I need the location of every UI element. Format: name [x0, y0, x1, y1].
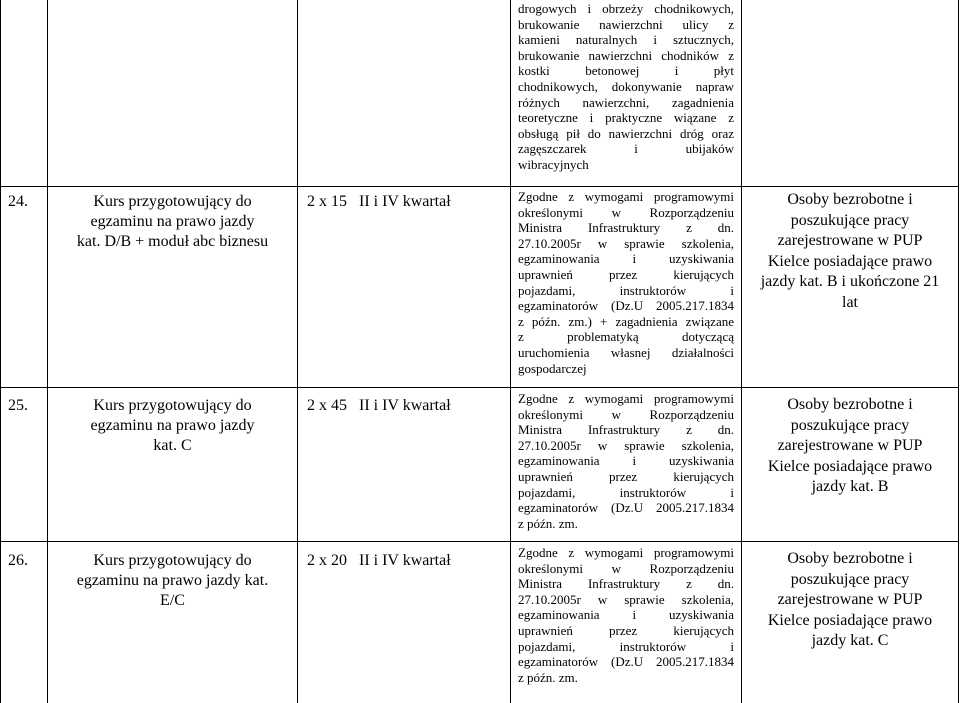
course-name-line: kat. C: [153, 437, 192, 454]
target-audience: [743, 395, 957, 498]
audience-line: zarejestrowane w PUP: [777, 232, 923, 249]
row-number: 24.: [8, 193, 28, 210]
course-name: [50, 551, 295, 611]
description-line: Ministra Infrastruktury z dn.: [518, 576, 734, 592]
description-line: uprawnień przez kierujących: [518, 468, 734, 484]
audience-line: jazdy kat. C: [811, 632, 889, 649]
description-line: egzaminatorów (Dz.U 2005.217.1834: [518, 298, 734, 314]
course-name-line: kat. D/B + moduł abc biznesu: [76, 233, 269, 250]
audience-line: Kielce posiadające prawo: [767, 457, 933, 475]
description-line: obsługą pił do nawierzchni dróg oraz: [518, 125, 734, 141]
audience-line: Kielce posiadające prawo: [767, 252, 933, 270]
count-period: 2 x 45 II i IV kwartał: [307, 397, 451, 414]
audience-line: jazdy kat. B i ukończone 21: [760, 273, 940, 290]
description-line: kostki betonowej i płyt: [518, 63, 734, 79]
course-name: [50, 396, 295, 456]
course-name-line: E/C: [160, 592, 185, 609]
target-audience: [743, 549, 957, 652]
row-divider-3: [0, 541, 959, 542]
description-line: drogowych i obrzeży chodnikowych,: [518, 1, 734, 16]
description-line: pojazdami, instruktorów i: [518, 638, 734, 654]
column-divider-3: [510, 0, 511, 703]
audience-line: lat: [842, 293, 858, 311]
description-line: określonymi w Rozporządzeniu: [518, 204, 734, 220]
course-name-line: Kurs przygotowujący do: [93, 193, 252, 210]
description-line: z późn. zm.) + zagadnienia związane: [518, 313, 734, 329]
audience-line: jazdy kat. B: [811, 478, 889, 495]
course-name-line: egzaminu na prawo jazdy: [90, 213, 255, 230]
description-line: 27.10.2005r w sprawie szkolenia,: [518, 591, 734, 607]
description-line: teoretyczne i praktyczne wiązane z: [518, 110, 734, 126]
audience-line: Osoby bezrobotne i: [787, 191, 913, 208]
description-line: pojazdami, instruktorów i: [518, 282, 734, 298]
course-name-line: egzaminu na prawo jazdy: [90, 417, 255, 434]
description-line: egzaminowania i uzyskiwania: [518, 453, 734, 469]
audience-line: Osoby bezrobotne i: [787, 550, 913, 567]
row-number: 25.: [8, 397, 28, 414]
description-line: Zgodne z wymogami programowymi: [518, 189, 734, 204]
description-line: uprawnień przez kierujących: [518, 622, 734, 638]
target-audience: [743, 190, 957, 313]
audience-line: poszukujące pracy: [790, 416, 910, 434]
description-line: brukowanie nawierzchni ulicy z: [518, 16, 734, 32]
description-line: Ministra Infrastruktury z dn.: [518, 422, 734, 438]
audience-line: zarejestrowane w PUP: [777, 437, 923, 454]
description-line: zagęszczarek i ubijaków: [518, 141, 734, 157]
description-line: egzaminatorów (Dz.U 2005.217.1834: [518, 654, 734, 670]
description-line: egzaminowania i uzyskiwania: [518, 251, 734, 267]
course-name-line: egzaminu na prawo jazdy kat.: [76, 572, 269, 589]
course-description: [518, 391, 734, 531]
audience-line: Osoby bezrobotne i: [787, 396, 913, 413]
description-line: z późn. zm.: [518, 669, 578, 685]
row-divider-1: [0, 186, 959, 187]
table-border-left: [0, 0, 1, 703]
audience-line: Kielce posiadające prawo: [767, 611, 933, 629]
column-divider-1: [47, 0, 48, 703]
description-line: brukowanie nawierzchni chodników z: [518, 47, 734, 63]
description-line: kamieni naturalnych i sztucznych,: [518, 32, 734, 48]
table-border-right: [958, 0, 959, 703]
description-previous-row: [518, 1, 734, 173]
description-line: pojazdami, instruktorów i: [518, 484, 734, 500]
description-line: 27.10.2005r w sprawie szkolenia,: [518, 235, 734, 251]
description-line: gospodarczej: [518, 360, 587, 376]
description-line: Zgodne z wymogami programowymi: [518, 391, 734, 406]
description-line: różnych nawierzchni, zagadnienia: [518, 94, 734, 110]
description-line: z późn. zm.: [518, 515, 578, 531]
row-divider-2: [0, 387, 959, 388]
audience-line: poszukujące pracy: [790, 570, 910, 588]
course-name-line: Kurs przygotowujący do: [93, 397, 252, 414]
description-line: egzaminatorów (Dz.U 2005.217.1834: [518, 500, 734, 516]
column-divider-4: [741, 0, 742, 703]
course-description: [518, 545, 734, 685]
description-line: określonymi w Rozporządzeniu: [518, 560, 734, 576]
description-line: chodnikowych, dokonywanie napraw: [518, 78, 734, 94]
column-divider-2: [297, 0, 298, 703]
description-line: Zgodne z wymogami programowymi: [518, 545, 734, 560]
description-line: z problematyką dotyczącą: [518, 329, 734, 345]
row-number: 26.: [8, 552, 28, 569]
course-description: [518, 189, 734, 376]
description-line: 27.10.2005r w sprawie szkolenia,: [518, 437, 734, 453]
description-line: egzaminowania i uzyskiwania: [518, 607, 734, 623]
count-period: 2 x 20 II i IV kwartał: [307, 552, 451, 569]
description-line: uprawnień przez kierujących: [518, 266, 734, 282]
audience-line: poszukujące pracy: [790, 211, 910, 229]
description-line: wibracyjnych: [518, 156, 589, 172]
description-line: uruchomienia własnej działalności: [518, 344, 734, 360]
audience-line: zarejestrowane w PUP: [777, 591, 923, 608]
course-name: [50, 192, 295, 252]
description-line: Ministra Infrastruktury z dn.: [518, 220, 734, 236]
count-period: 2 x 15 II i IV kwartał: [307, 193, 451, 210]
course-name-line: Kurs przygotowujący do: [93, 552, 252, 569]
description-line: określonymi w Rozporządzeniu: [518, 406, 734, 422]
